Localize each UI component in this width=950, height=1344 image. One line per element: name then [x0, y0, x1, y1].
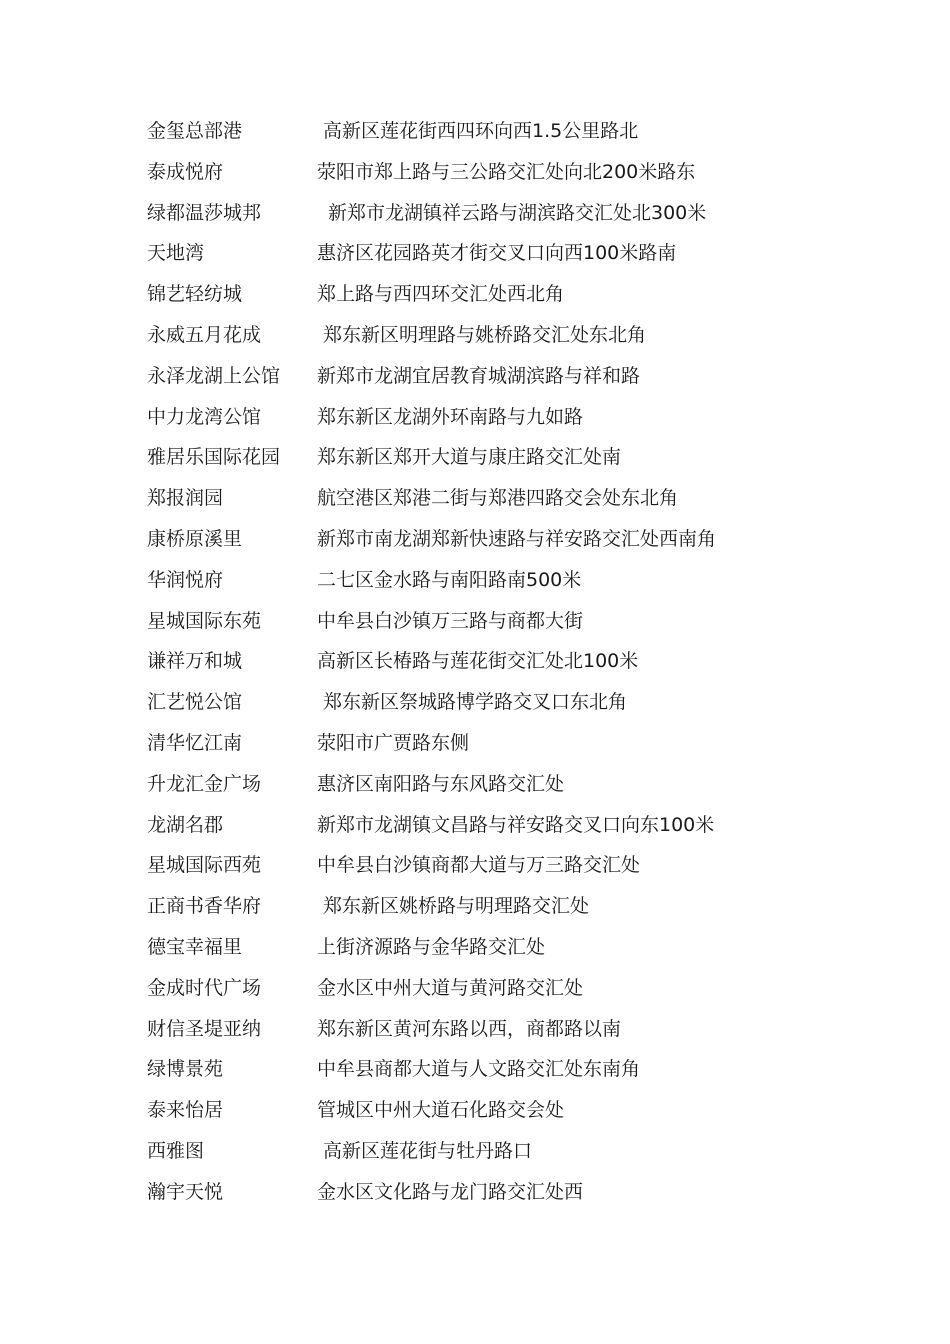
list-item: [147, 279, 847, 320]
property-address: 金水区文化路与龙门路交汇处西: [317, 1180, 584, 1203]
property-name: 星城国际西苑: [147, 854, 262, 877]
property-address: 郑东新区郑开大道与康庄路交汇处南: [317, 446, 622, 469]
property-name: 永威五月花成: [147, 323, 262, 346]
property-name: 泰成悦府: [147, 160, 224, 183]
list-item: [147, 565, 847, 606]
property-address: 郑东新区祭城路博学路交叉口东北角: [323, 691, 628, 714]
list-item: [147, 810, 847, 851]
list-item: [147, 646, 847, 687]
list-item: [147, 524, 847, 565]
property-name: 星城国际东苑: [147, 609, 262, 632]
property-name: 金成时代广场: [147, 976, 262, 999]
property-name: 雅居乐国际花园: [147, 446, 281, 469]
property-address: 管城区中州大道石化路交会处: [317, 1099, 565, 1122]
property-address: 荥阳市郑上路与三公路交汇处向北200米路东: [317, 160, 696, 183]
property-address: 中牟县白沙镇商都大道与万三路交汇处: [317, 854, 641, 877]
list-item: [147, 973, 847, 1014]
property-name: 康桥原溪里: [147, 527, 243, 550]
list-item: [147, 157, 847, 198]
property-address: 荥阳市广贾路东侧: [317, 731, 470, 754]
list-item: [147, 483, 847, 524]
property-address: 郑东新区姚桥路与明理路交汇处: [323, 895, 590, 918]
property-name: 谦祥万和城: [147, 650, 243, 673]
list-item: [147, 891, 847, 932]
property-name: 汇艺悦公馆: [147, 691, 243, 714]
property-address: 郑上路与西四环交汇处西北角: [317, 283, 565, 306]
property-address: 中牟县商都大道与人文路交汇处东南角: [317, 1058, 641, 1081]
property-address: 新郑市龙湖镇祥云路与湖滨路交汇处北300米: [328, 201, 707, 224]
property-name: 升龙汇金广场: [147, 772, 262, 795]
property-name: 清华忆江南: [147, 731, 243, 754]
property-name: 金玺总部港: [147, 120, 243, 142]
property-address: 惠济区南阳路与东风路交汇处: [317, 772, 565, 795]
property-name: 绿都温莎城邦: [147, 201, 262, 224]
list-item: [147, 687, 847, 728]
property-name: 锦艺轻纺城: [147, 283, 243, 306]
property-name: 西雅图: [147, 1139, 205, 1162]
list-item: [147, 932, 847, 973]
list-item: [147, 1095, 847, 1136]
list-item: [147, 1177, 847, 1218]
list-item: [147, 198, 847, 239]
property-address: 高新区长椿路与莲花街交汇处北100米: [317, 650, 639, 673]
property-address: 高新区莲花街西四环向西1.5公里路北: [323, 120, 639, 142]
list-item: [147, 1054, 847, 1095]
property-name: 瀚宇天悦: [147, 1180, 224, 1203]
list-item: [147, 769, 847, 810]
property-name: 天地湾: [147, 242, 205, 265]
property-list: [147, 116, 847, 1218]
list-item: [147, 442, 847, 483]
property-address: 上街济源路与金华路交汇处: [317, 935, 546, 958]
property-name: 华润悦府: [147, 568, 224, 591]
list-item: [147, 850, 847, 891]
property-address: 郑东新区明理路与姚桥路交汇处东北角: [323, 323, 647, 346]
property-name: 德宝幸福里: [147, 935, 243, 958]
list-item: [147, 606, 847, 647]
property-address: 高新区莲花街与牡丹路口: [323, 1139, 533, 1162]
property-address: 郑东新区黄河东路以西，商都路以南: [317, 1017, 622, 1040]
property-name: 中力龙湾公馆: [147, 405, 262, 428]
property-name: 正商书香华府: [147, 895, 262, 918]
property-address: 中牟县白沙镇万三路与商都大街: [317, 609, 584, 632]
property-address: 金水区中州大道与黄河路交汇处: [317, 976, 584, 999]
list-item: [147, 238, 847, 279]
property-name: 永泽龙湖上公馆: [147, 364, 281, 387]
list-item: [147, 728, 847, 769]
property-name: 泰来怡居: [147, 1099, 224, 1122]
property-name: 郑报润园: [147, 487, 224, 510]
list-item: [147, 320, 847, 361]
list-item: [147, 1014, 847, 1055]
property-address: 新郑市龙湖宜居教育城湖滨路与祥和路: [317, 364, 641, 387]
property-address: 新郑市南龙湖郑新快速路与祥安路交汇处西南角: [317, 527, 717, 550]
property-address: 航空港区郑港二街与郑港四路交会处东北角: [317, 487, 679, 510]
property-address: 惠济区花园路英才街交叉口向西100米路南: [317, 242, 677, 265]
property-address: 郑东新区龙湖外环南路与九如路: [317, 405, 584, 428]
list-item: [147, 1136, 847, 1177]
property-name: 绿博景苑: [147, 1058, 224, 1081]
list-item: [147, 361, 847, 402]
list-item: [147, 402, 847, 443]
list-item: [147, 116, 847, 157]
property-address: 二七区金水路与南阳路南500米: [317, 568, 582, 591]
property-name: 财信圣堤亚纳: [147, 1017, 262, 1040]
property-name: 龙湖名郡: [147, 813, 224, 836]
property-address: 新郑市龙湖镇文昌路与祥安路交叉口向东100米: [317, 813, 715, 836]
